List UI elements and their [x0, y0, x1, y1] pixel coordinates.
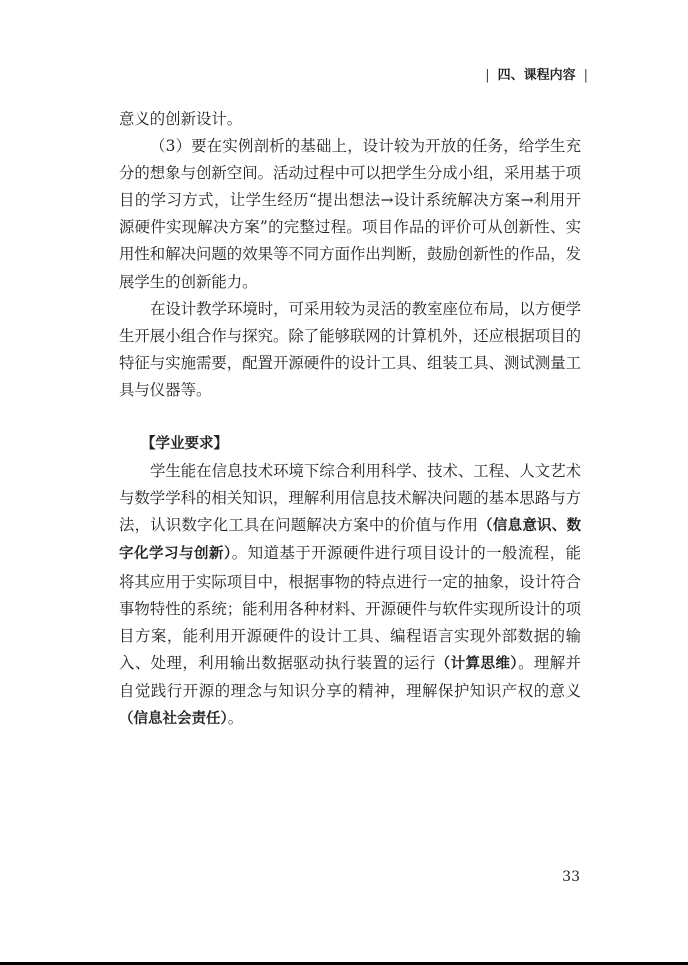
requirements-text-2: 。知道基于开源硬件进行项目设计的一般流程，能将其应用于实际项目中，根据事物的特点进行一定的抽象，设计符合事物特性的系统；能利用各种材料、开源硬件与软件实现所设计的项目方案，能利用开源硬件的设计工具、编程语言实现外部数据的输入、处理，利用输出数据驱动执行装置的运行	[119, 544, 581, 672]
header-title: 四、课程内容	[497, 68, 576, 83]
header-left-bar: |	[485, 68, 490, 83]
paragraph-requirements	[119, 458, 581, 733]
header-right-bar: |	[583, 68, 588, 83]
body-text	[119, 106, 581, 733]
requirements-text-1: 学生能在信息技术环境下综合利用科学、技术、工程、人文艺术与数学学科的相关知识，理解利用信息技术解决问题的基本思路与方法，认识数字化工具在问题解决方案中的价值与作用	[119, 462, 581, 535]
requirements-text-3: 。理解并自觉践行开源的理念与知识分享的精神，理解保护知识产权的意义	[119, 653, 581, 700]
running-header	[485, 64, 588, 83]
paragraph-environment: 在设计教学环境时，可采用较为灵活的教室座位布局，以方便学生开展小组合作与探究。除了能够联网的计算机外，还应根据项目的特征与实施需要，配置开源硬件的设计工具、组装工具、测试测量工具与仪器等。	[119, 299, 581, 399]
requirements-text-4: 。	[227, 708, 244, 727]
competency-tag-1: （信息意识、数字化学习与创新）	[119, 518, 581, 563]
page-number: 33	[562, 869, 580, 885]
paragraph-continuation: 意义的创新设计。	[119, 110, 243, 128]
section-heading: 【学业要求】	[141, 436, 228, 453]
competency-tag-2: （计算思维）	[435, 655, 519, 672]
section-spacer	[119, 404, 581, 431]
paragraph-item-3: （3）要在实例剖析的基础上，设计较为开放的任务，给学生充分的想象与创新空间。活动过程中可以把学生分成小组，采用基于项目的学习方式，让学生经历“提出想法→设计系统解决方案→利用开源硬件实现解决方案”的完整过程。项目作品的评价可从创新性、实用性和解决问题的效果等不同方面作出判断，鼓励创新性的作品，发展学生的创新能力。	[119, 137, 581, 291]
competency-tag-3: （信息社会责任）	[119, 710, 228, 727]
